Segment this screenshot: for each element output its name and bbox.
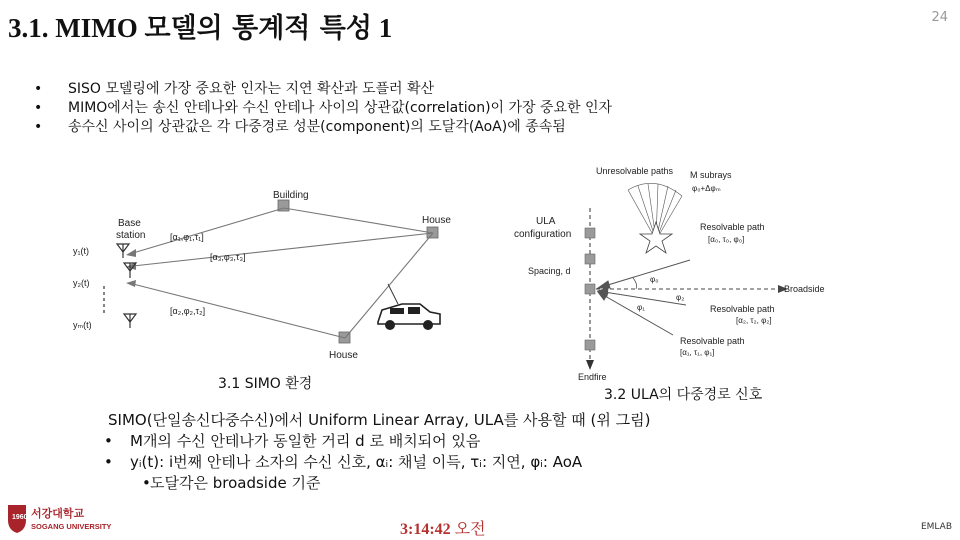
description-line: yᵢ(t): i번째 안테나 소자의 수신 신호, αᵢ: 채널 이득, τᵢ: 지연, φᵢ: AoA xyxy=(130,453,583,471)
svg-text:1960: 1960 xyxy=(12,514,28,521)
base-station-label: Base xyxy=(118,218,141,229)
title-korean: 모델의 통계적 특성 xyxy=(144,13,372,44)
description-line: M개의 수신 안테나가 동일한 거리 d 로 배치되어 있음 xyxy=(130,432,481,450)
phi2-label: φ₂ xyxy=(676,293,685,302)
path-line xyxy=(133,208,284,253)
left-figure-caption: 3.1 SIMO 환경 xyxy=(218,376,313,392)
house-label-top: House xyxy=(422,215,451,226)
university-logo xyxy=(6,502,116,534)
bullet-item: • 송수신 사이의 상관값은 각 다중경로 성분(component)의 도달각(AoA)에 종속됨 xyxy=(34,118,612,137)
right-figure-caption: 3.2 ULA의 다중경로 신호 xyxy=(604,387,763,403)
resolvable-path-2-params: [α₂, τ₂, φ₂] xyxy=(736,316,772,325)
resolvable-path-1-label: Resolvable path xyxy=(680,336,745,346)
clock-text xyxy=(400,516,486,539)
university-name-ko: 서강대학교 xyxy=(31,508,85,520)
ula-multipath-figure xyxy=(508,160,828,385)
title-suffix: 1 xyxy=(378,13,393,43)
description-block xyxy=(104,410,651,494)
y2-label: y₂(t) xyxy=(73,278,90,288)
unresolvable-label: Unresolvable paths xyxy=(596,166,674,176)
clock-time: 3:14:42 xyxy=(400,521,451,538)
description-line: SIMO(단일송신다중수신)에서 Uniform Linear Array, ULA를 사용할 때 (위 그림) xyxy=(108,411,651,429)
spacing-label: Spacing, d xyxy=(528,266,571,276)
base-station-label-2: station xyxy=(116,230,146,241)
lab-label: EMLAB xyxy=(920,522,952,532)
ula-config-label: configuration xyxy=(514,229,572,240)
clock-suffix: 오전 xyxy=(454,519,486,538)
antenna-array-icon xyxy=(104,244,136,328)
resolvable-path-1-params: [α₁, τ₁, φ₁] xyxy=(680,348,715,357)
ula-label: ULA xyxy=(536,216,556,227)
description-line: 도달각은 broadside 기준 xyxy=(150,474,321,492)
bullet-item: • SISO 모델링에 가장 중요한 인자는 지연 확산과 도플러 확산 xyxy=(34,80,612,99)
m-subrays-label: M subrays xyxy=(690,170,732,180)
phi1-label: φ₁ xyxy=(637,303,645,312)
bullet-list xyxy=(34,80,612,137)
path2-label: [α₂,φ₂,τ₂] xyxy=(170,306,206,316)
endfire-label: Endfire xyxy=(578,372,607,382)
phi-sub-label: φ₀+Δφₘ xyxy=(692,184,721,193)
bullet-item: • MIMO에서는 송신 안테나와 수신 안테나 사이의 상관값(correlation)이 가장 중요한 인자 xyxy=(34,99,612,118)
slide-title xyxy=(8,6,392,45)
scatterer-star-icon xyxy=(640,222,672,253)
phi0-label: φ₀ xyxy=(650,275,659,284)
description-bullet: • M개의 수신 안테나가 동일한 거리 d 로 배치되어 있음 xyxy=(104,432,481,450)
car-icon xyxy=(378,284,440,330)
description-subbullet: • 도달각은 broadside 기준 xyxy=(142,474,321,492)
resolvable-path-0-label: Resolvable path xyxy=(700,222,765,232)
simo-environment-figure xyxy=(70,188,470,368)
building-label: Building xyxy=(273,190,309,201)
path3-label: [α₃,φ₃,τ₃] xyxy=(210,252,246,262)
resolvable-path-0-params: [α₀, τ₀, φ₀] xyxy=(708,235,745,244)
university-name-en: SOGANG UNIVERSITY xyxy=(31,522,112,531)
resolvable-path-2-label: Resolvable path xyxy=(710,304,775,314)
yM-label: yₘ(t) xyxy=(73,320,92,330)
house-label-bottom: House xyxy=(329,350,358,361)
broadside-label: Broadside xyxy=(784,284,825,294)
description-bullet: • yᵢ(t): i번째 안테나 소자의 수신 신호, αᵢ: 채널 이득, τᵢ: 지연, φᵢ: AoA xyxy=(104,453,583,471)
y1-label: y₁(t) xyxy=(73,246,90,256)
path1-label: [α₁,φ₁,τ₁] xyxy=(170,232,204,242)
page-number: 24 xyxy=(931,10,948,25)
title-prefix: 3.1. MIMO xyxy=(8,13,138,43)
